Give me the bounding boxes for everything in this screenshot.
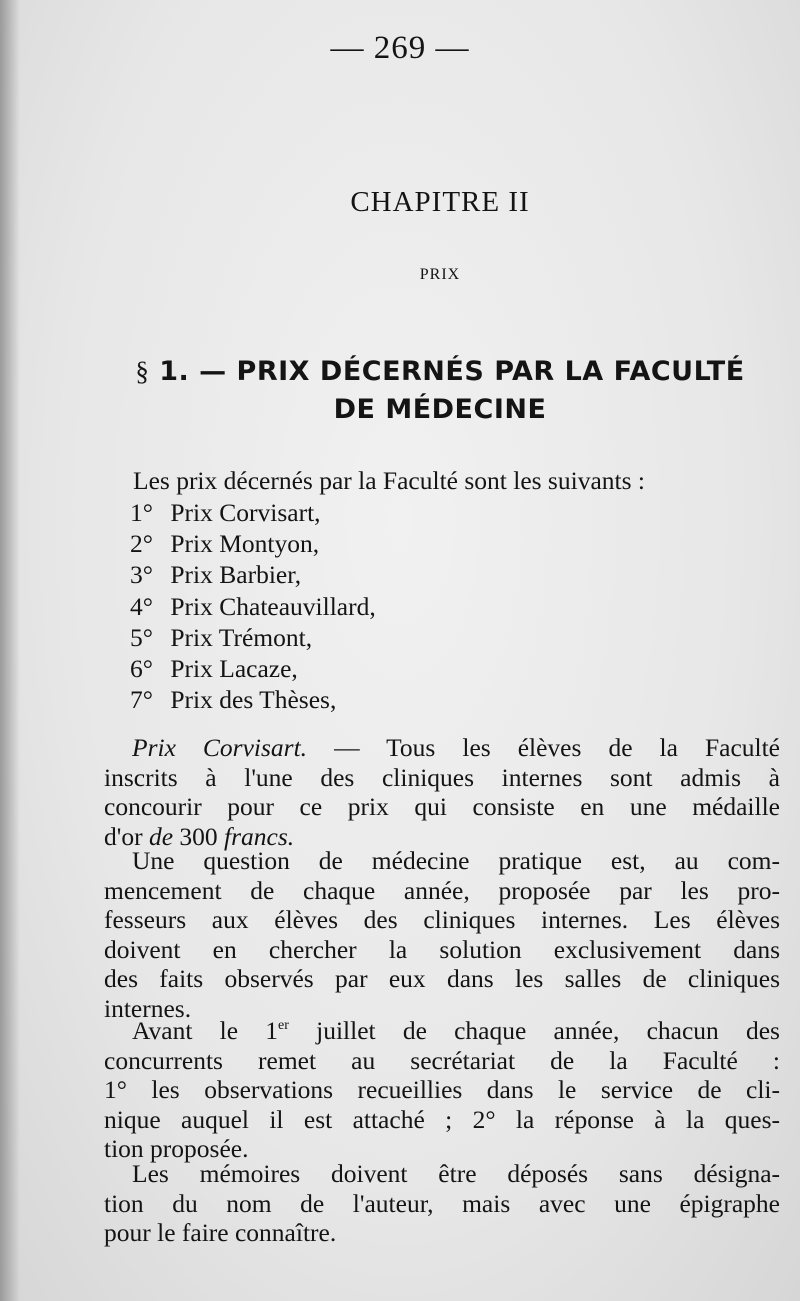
text-line: tion du nom de l'auteur, mais avec une épigraphe [104, 1188, 780, 1218]
list-item [130, 559, 376, 590]
text-line: nique auquel il est attaché ; 2° la réponse à la ques- [104, 1104, 780, 1134]
page-number: — 269 — [330, 30, 470, 66]
intro-sentence: Les prix décernés par la Faculté sont les suivants : [133, 466, 645, 495]
paragraph-corvisart [104, 733, 780, 851]
prize-list [130, 497, 376, 715]
text-line: doivent en chercher la solution exclusivement dans [104, 934, 780, 964]
prize-amount: 300 [179, 821, 218, 851]
section-heading-line2: DE MÉDECINE [333, 394, 547, 425]
section-heading-line1 [110, 352, 770, 391]
text-line: pour le faire connaître. [104, 1218, 337, 1247]
paragraph-submission [104, 1016, 780, 1164]
list-item-name: Prix Chateauvillard, [170, 591, 376, 621]
list-item-number: 2° [130, 529, 153, 559]
list-item [130, 497, 376, 528]
list-item-number: 4° [130, 591, 153, 621]
text-line: d'or de 300 francs. [104, 821, 295, 851]
list-item-name: Prix des Thèses, [170, 685, 337, 715]
paragraph-memoires [104, 1159, 780, 1248]
prize-name-italic: Prix Corvisart. [132, 733, 308, 762]
list-item-number: 5° [130, 622, 153, 652]
list-item-name: Prix Corvisart, [170, 498, 321, 527]
list-item [130, 591, 376, 622]
list-item [130, 528, 376, 559]
text-line: Prix Corvisart. — Tous les élèves de la Faculté [132, 733, 780, 762]
list-item-number: 7° [130, 685, 153, 715]
text-line: 1° les observations recueillies dans le service de cli- [104, 1075, 780, 1104]
text-line: internes. [104, 993, 192, 1023]
text-line: des faits observés par eux dans les salles de cliniques [104, 964, 780, 993]
list-item-number: 3° [130, 560, 153, 590]
list-item-number: 1° [130, 498, 153, 527]
list-item [130, 653, 376, 684]
chapter-subtitle: PRIX [419, 266, 461, 283]
list-item-name: Prix Montyon, [170, 529, 320, 559]
list-item [130, 622, 376, 653]
section-heading-text1: 1. — PRIX DÉCERNÉS PAR LA FACULTÉ [159, 356, 745, 387]
text-line: Avant le 1er juillet de chaque année, chacun des [132, 1016, 780, 1045]
text-line: concurrents remet au secrétariat de la Faculté : [104, 1045, 780, 1075]
paragraph-question [104, 846, 780, 1023]
text-line: mencement de chaque année, proposée par les pro- [104, 875, 780, 905]
text-line: inscrits à l'une des cliniques internes sont admis à [104, 762, 780, 792]
text-line: concourir pour ce prix qui consiste en une médaille [104, 792, 780, 821]
text-line: tion proposée. [104, 1134, 249, 1163]
text-line: Les mémoires doivent être déposés sans désigna- [132, 1159, 780, 1188]
list-item-name: Prix Barbier, [170, 560, 302, 590]
list-item-number: 6° [130, 654, 153, 684]
list-item-name: Prix Lacaze, [170, 654, 298, 684]
text-line: Une question de médecine pratique est, au com- [132, 846, 780, 875]
section-symbol: § [135, 356, 150, 386]
list-item [130, 684, 376, 715]
section-heading [110, 352, 770, 429]
text-line: fesseurs aux élèves des cliniques internes. Les élèves [104, 905, 780, 934]
list-item-name: Prix Trémont, [170, 622, 313, 652]
chapter-title: CHAPITRE II [350, 186, 530, 218]
